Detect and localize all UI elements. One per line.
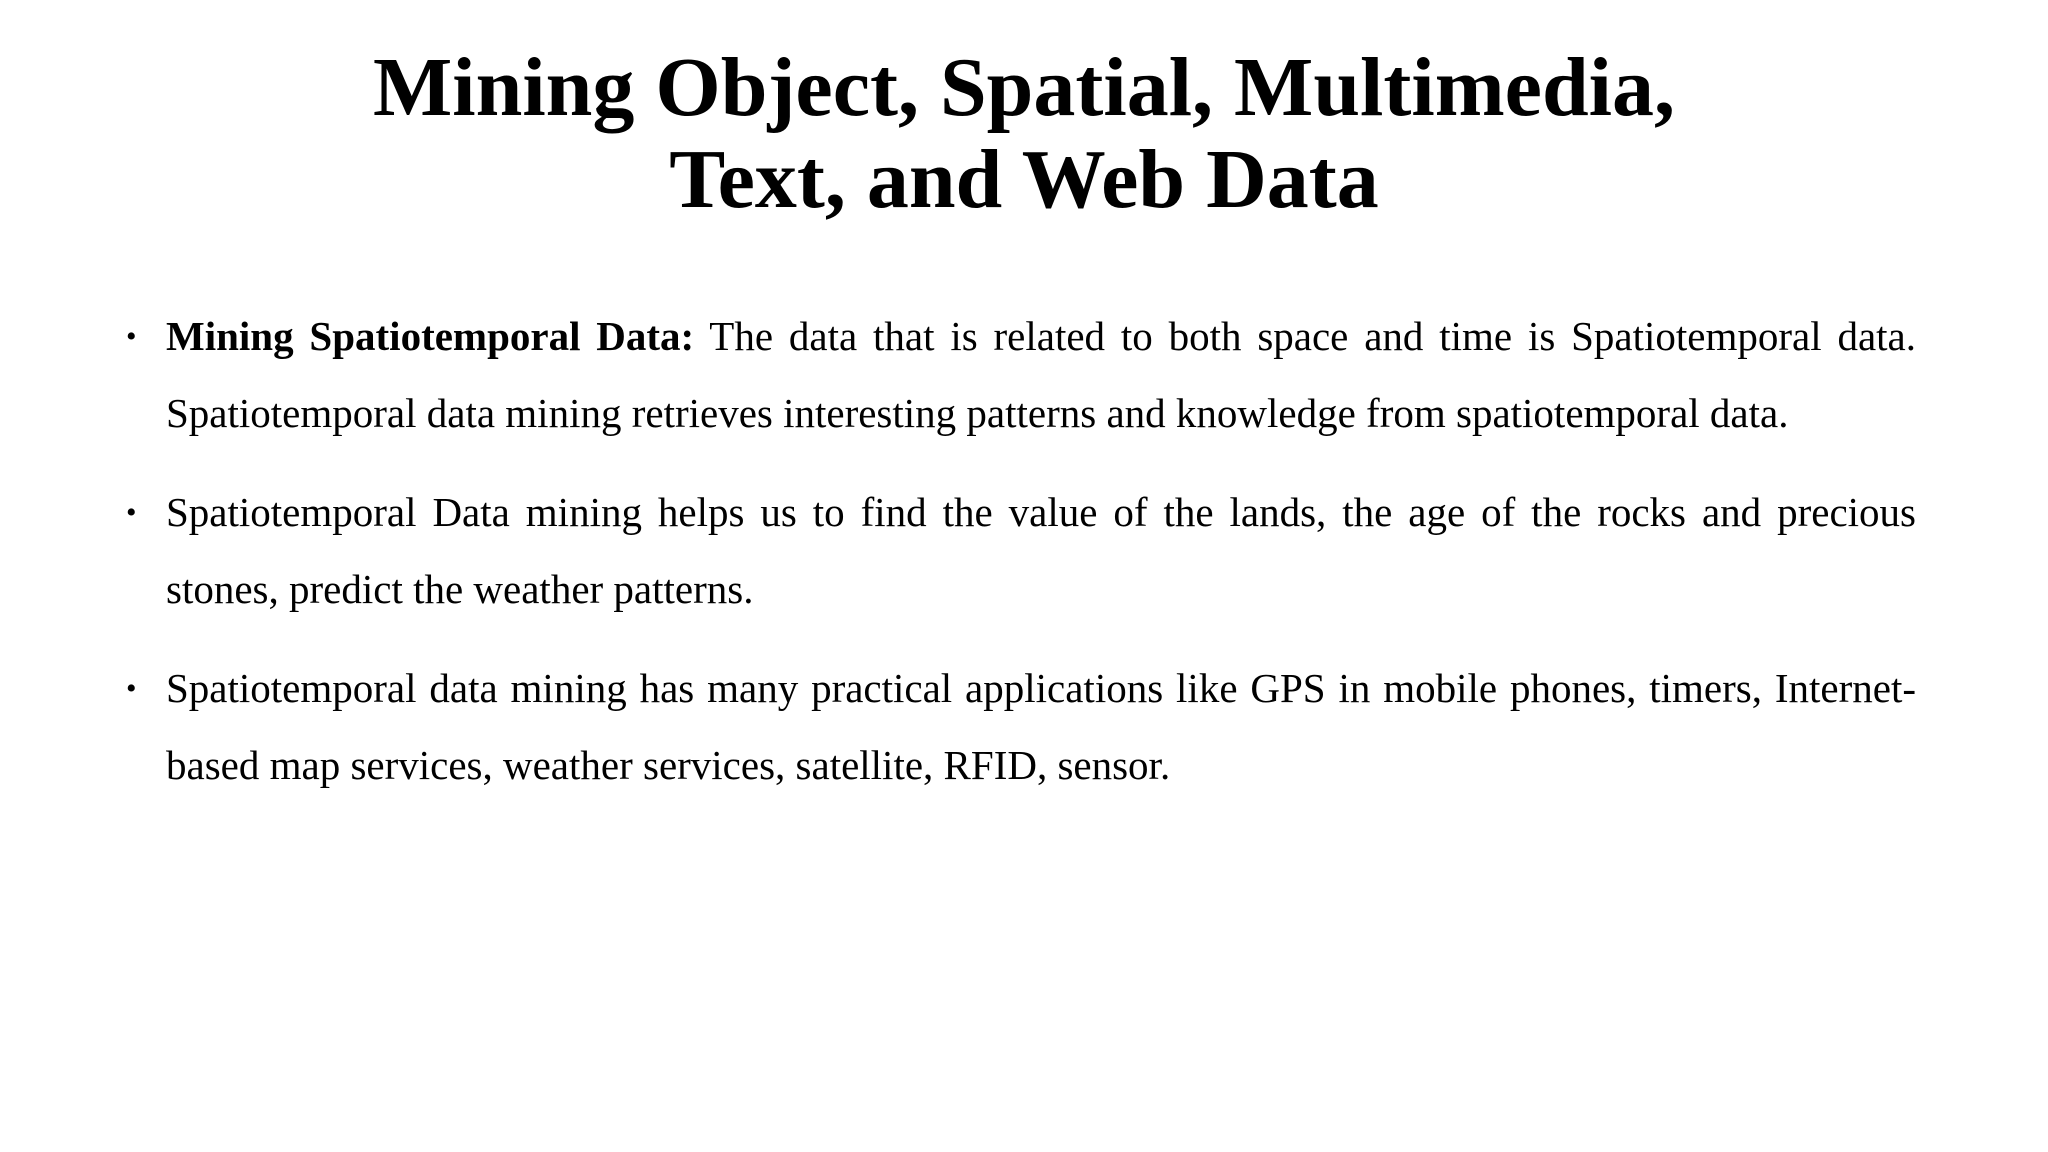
bullet-icon: • bbox=[126, 320, 137, 353]
bullet-text: Spatiotemporal Data mining helps us to find the value of the lands, the age of the rocks and precious stones, predict the weather patterns. bbox=[166, 489, 1916, 612]
bullet-bold-lead: Mining Spatiotemporal Data: bbox=[166, 313, 695, 359]
bullet-icon: • bbox=[126, 496, 137, 529]
bullet-item-applications bbox=[120, 650, 1916, 804]
bullet-text: The data that is related to both space and time is Spatiotemporal data. Spatiotemporal data mining retrieves interesting patterns and knowledge from spatiotemporal data. bbox=[166, 313, 1916, 436]
bullet-icon: • bbox=[126, 672, 137, 705]
title-line-2: Text, and Web Data bbox=[669, 133, 1379, 226]
title-line-1: Mining Object, Spatial, Multimedia, bbox=[373, 41, 1675, 134]
bullet-text: Spatiotemporal data mining has many practical applications like GPS in mobile phones, timers, Internet-based map services, weather services, satellite, RFID, sensor. bbox=[166, 665, 1916, 788]
bullet-list bbox=[120, 298, 1916, 826]
bullet-item-spatiotemporal-data bbox=[120, 298, 1916, 452]
slide-title bbox=[0, 42, 2048, 226]
bullet-item-value-of-lands bbox=[120, 474, 1916, 628]
